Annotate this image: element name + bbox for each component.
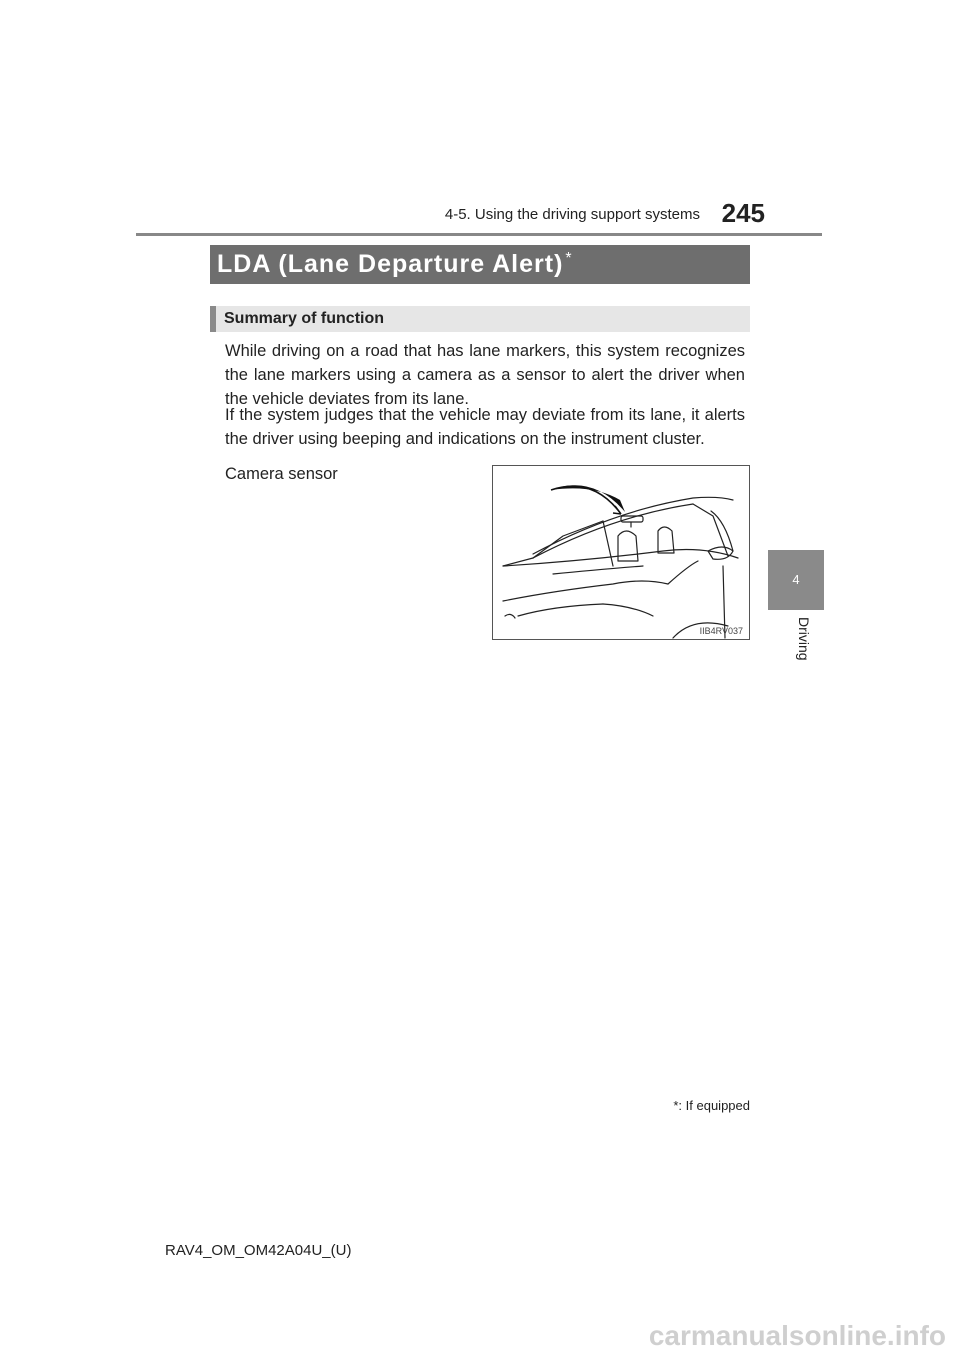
if-equipped-marker: * [565, 250, 573, 267]
subsection-accent [210, 306, 216, 332]
figure-caption: Camera sensor [225, 465, 338, 483]
document-id: RAV4_OM_OM42A04U_(U) [165, 1242, 352, 1259]
footnote-if-equipped: *: If equipped [673, 1098, 750, 1113]
camera-sensor-illustration [492, 465, 750, 640]
section-title [217, 250, 573, 279]
section-title-text: LDA (Lane Departure Alert) [217, 250, 564, 278]
body-paragraph-1: While driving on a road that has lane markers, this system recognizes the lane markers using a camera as a sensor to alert the driver when the vehicle deviates from its lane. [225, 342, 745, 408]
site-watermark: carmanualsonline.info [648, 1320, 946, 1351]
subsection-title: Summary of function [224, 310, 385, 327]
header-divider [136, 233, 822, 236]
body-paragraph-2: If the system judges that the vehicle may deviate from its lane, it alerts the driver using beeping and indications on the instrument cluster. [225, 406, 745, 448]
vehicle-windshield-drawing [493, 466, 749, 639]
chapter-tab-label: Driving [796, 617, 812, 661]
page-number: 245 [721, 198, 765, 228]
running-header-section: 4-5. Using the driving support systems [444, 206, 700, 223]
figure-code: IIB4RV037 [699, 626, 743, 636]
chapter-tab-number: 4 [792, 572, 800, 587]
